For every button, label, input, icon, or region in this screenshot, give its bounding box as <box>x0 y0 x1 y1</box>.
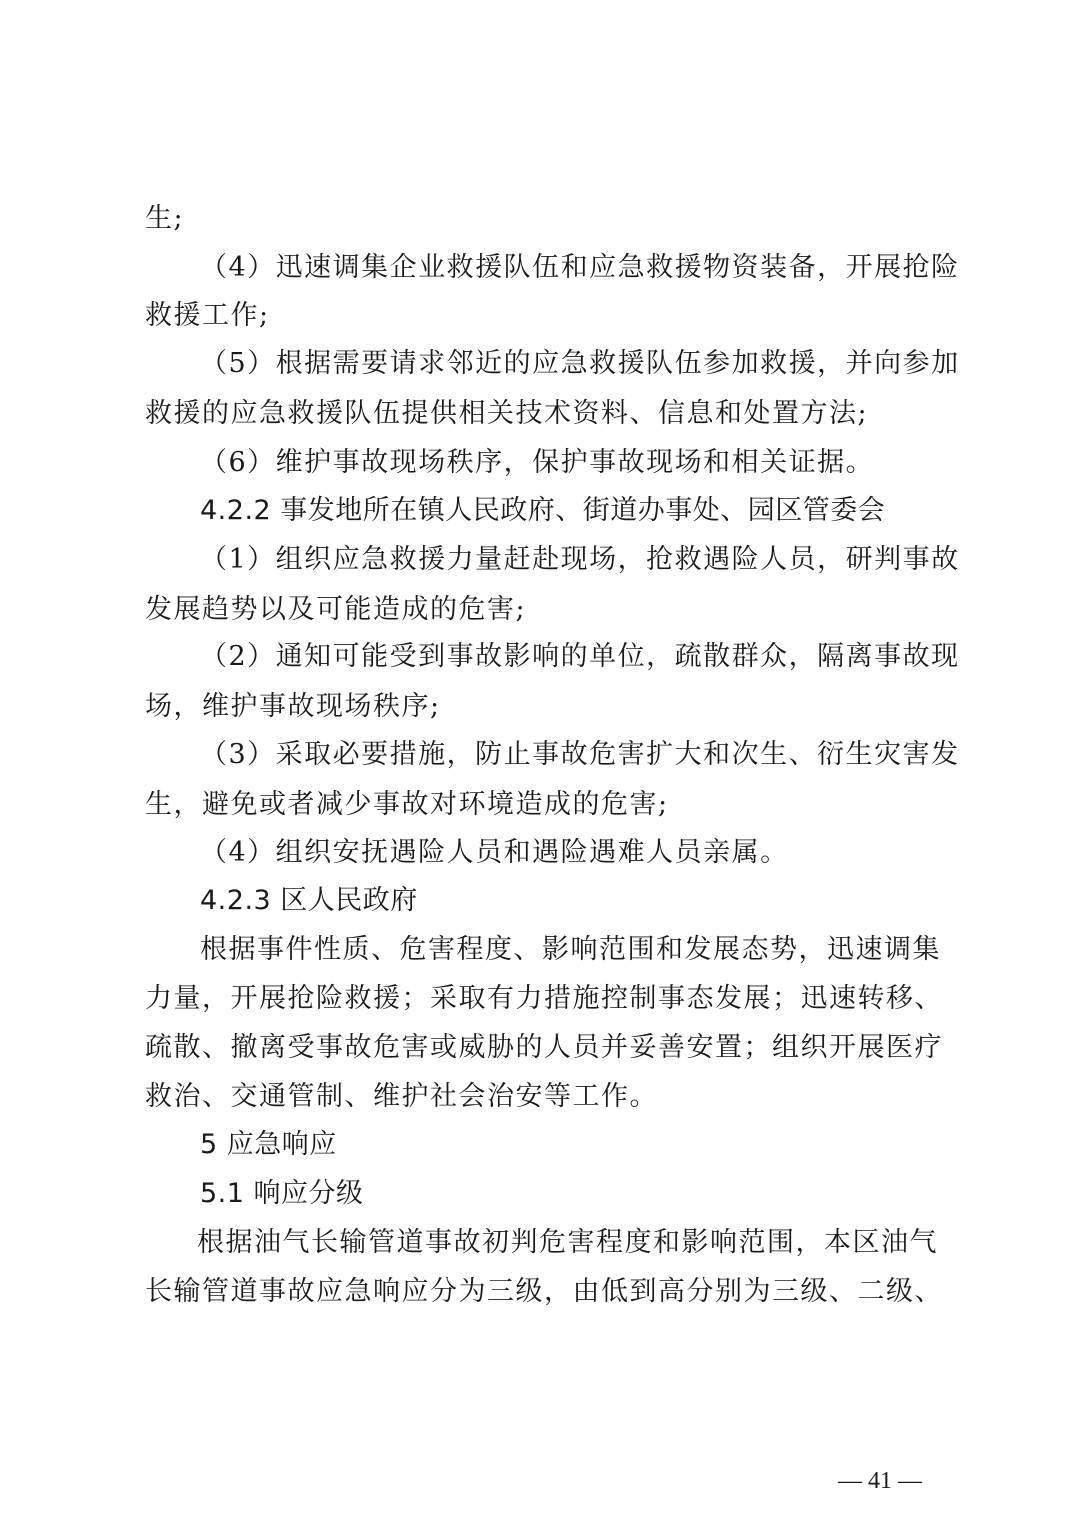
list-item-4b: （4）组织安抚遇险人员和遇险遇难人员亲属。 <box>200 837 789 868</box>
paragraph-line: 根据油气长输管道事故初判危害程度和影响范围，本区油气 <box>197 1227 938 1258</box>
text-line: 场，维护事故现场秩序; <box>145 691 441 722</box>
paragraph-line: 救治、交通管制、维护社会治安等工作。 <box>145 1081 658 1112</box>
list-item-2: （2）通知可能受到事故影响的单位，疏散群众，隔离事故现 <box>200 641 960 672</box>
list-item-3: （3）采取必要措施，防止事故危害扩大和次生、衍生灾害发 <box>200 739 960 770</box>
list-item-6: （6）维护事故现场秩序，保护事故现场和相关证据。 <box>200 447 875 478</box>
paragraph-line: 力量，开展抢险救援；采取有力措施控制事态发展；迅速转移、 <box>145 983 943 1014</box>
text-line: 生; <box>145 203 185 234</box>
paragraph-line: 根据事件性质、危害程度、影响范围和发展态势，迅速调集 <box>200 934 941 965</box>
text-line: 生，避免或者减少事故对环境造成的危害; <box>145 789 669 820</box>
section-heading-5: 5 应急响应 <box>200 1129 337 1160</box>
section-heading-4-2-2: 4.2.2 事发地所在镇人民政府、街道办事处、园区管委会 <box>200 495 886 526</box>
paragraph-line: 长输管道事故应急响应分为三级，由低到高分别为三级、二级、 <box>145 1276 943 1307</box>
text-line: 发展趋势以及可能造成的危害; <box>145 594 527 625</box>
text-line: 救援工作; <box>145 300 270 331</box>
paragraph-line: 疏散、撤离受事故危害或威胁的人员并妥善安置；组织开展医疗 <box>145 1032 943 1063</box>
section-heading-4-2-3: 4.2.3 区人民政府 <box>200 885 418 916</box>
list-item-4: （4）迅速调集企业救援队伍和应急救援物资装备，开展抢险 <box>200 252 960 283</box>
list-item-5: （5）根据需要请求邻近的应急救援队伍参加救援，并向参加 <box>200 348 960 379</box>
list-item-1: （1）组织应急救援力量赶赴现场，抢救遇险人员，研判事故 <box>200 544 960 575</box>
section-heading-5-1: 5.1 响应分级 <box>200 1178 364 1209</box>
page-number: — 41 — <box>838 1468 922 1494</box>
text-line: 救援的应急救援队伍提供相关技术资料、信息和处置方法; <box>145 398 869 429</box>
